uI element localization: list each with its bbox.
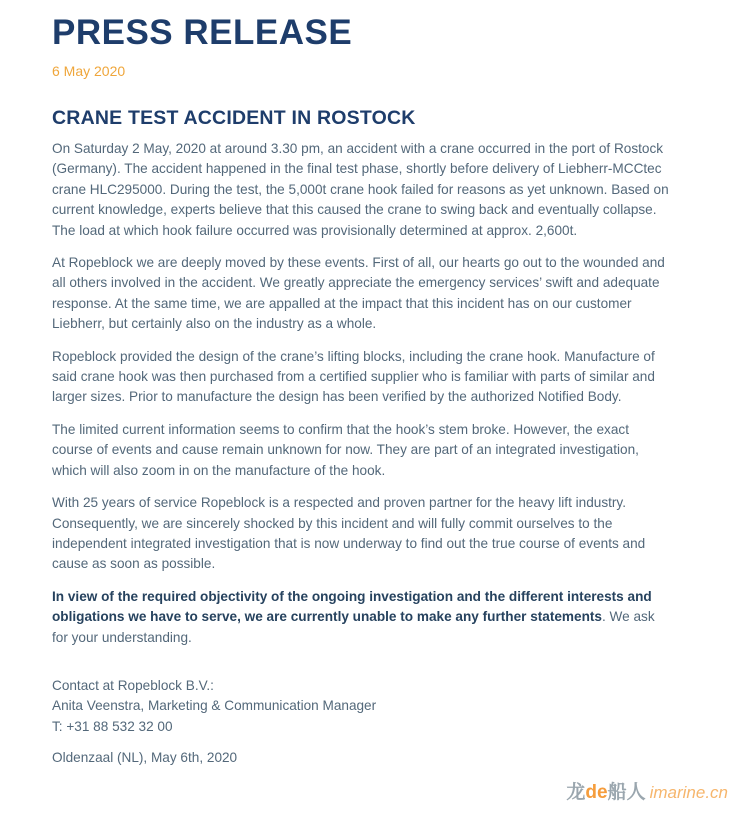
body-paragraph-3: Ropeblock provided the design of the crane’s lifting blocks, including the crane hook. Manufacture of said crane hook was then purchased from a certified supplier who is familiar with parts of similar and larger sizes. Prior to manufacture the design has been verified by the authorized Notified Body. bbox=[52, 348, 655, 405]
press-release-document bbox=[52, 13, 670, 769]
statement-bold-text: In view of the required objectivity of the ongoing investigation and the different interests and obligations we have to serve, we are currently unable to make any further statements bbox=[52, 588, 652, 625]
watermark-site-text: imarine.cn bbox=[649, 783, 728, 802]
page-title: PRESS RELEASE bbox=[52, 13, 353, 52]
contact-block bbox=[52, 676, 670, 737]
contact-phone: T: +31 88 532 32 00 bbox=[52, 718, 173, 734]
release-date: 6 May 2020 bbox=[52, 63, 126, 79]
watermark bbox=[566, 782, 728, 805]
article-headline: CRANE TEST ACCIDENT IN ROSTOCK bbox=[52, 107, 416, 129]
body-paragraph-1: On Saturday 2 May, 2020 at around 3.30 pm, an accident with a crane occurred in the port of Rostock (Germany). The accident happened in the final test phase, shortly before delivery of Liebherr-MCCtec crane HLC295000. During the test, the 5,000t crane hook failed for reasons as yet unknown. Based on current knowledge, experts believe that this caused the crane to swing back and eventually collapse. The load at which hook failure occurred was provisionally determined at approx. 2,600t. bbox=[52, 141, 669, 238]
watermark-de: de bbox=[585, 782, 608, 803]
article-body bbox=[52, 139, 670, 648]
statement-paragraph bbox=[52, 587, 670, 648]
contact-person: Anita Veenstra, Marketing & Communication Manager bbox=[52, 698, 377, 714]
signoff-line: Oldenzaal (NL), May 6th, 2020 bbox=[52, 750, 238, 766]
statement-regular-text: . We ask for your understanding. bbox=[52, 609, 655, 645]
watermark-cjk-right: 船人 bbox=[607, 782, 646, 803]
contact-heading: Contact at Ropeblock B.V.: bbox=[52, 677, 214, 693]
body-paragraph-4: The limited current information seems to confirm that the hook’s stem broke. However, the exact course of events and cause remain unknown for now. They are part of an integrated investigation, which will also zoom in on the manufacture of the hook. bbox=[52, 421, 639, 478]
body-paragraph-5: With 25 years of service Ropeblock is a respected and proven partner for the heavy lift industry. Consequently, we are sincerely shocked by this incident and will fully commit ourselves to the independent integrated investigation that is now underway to find out the true course of events and cause as soon as possible. bbox=[52, 495, 646, 572]
watermark-cjk-left: 龙 bbox=[566, 782, 586, 803]
body-paragraph-2: At Ropeblock we are deeply moved by these events. First of all, our hearts go out to the wounded and all others involved in the accident. We greatly appreciate the emergency services’ swift and adequate response. At the same time, we are appalled at the impact that this incident has on our customer Liebherr, but certainly also on the industry as a whole. bbox=[52, 255, 665, 332]
